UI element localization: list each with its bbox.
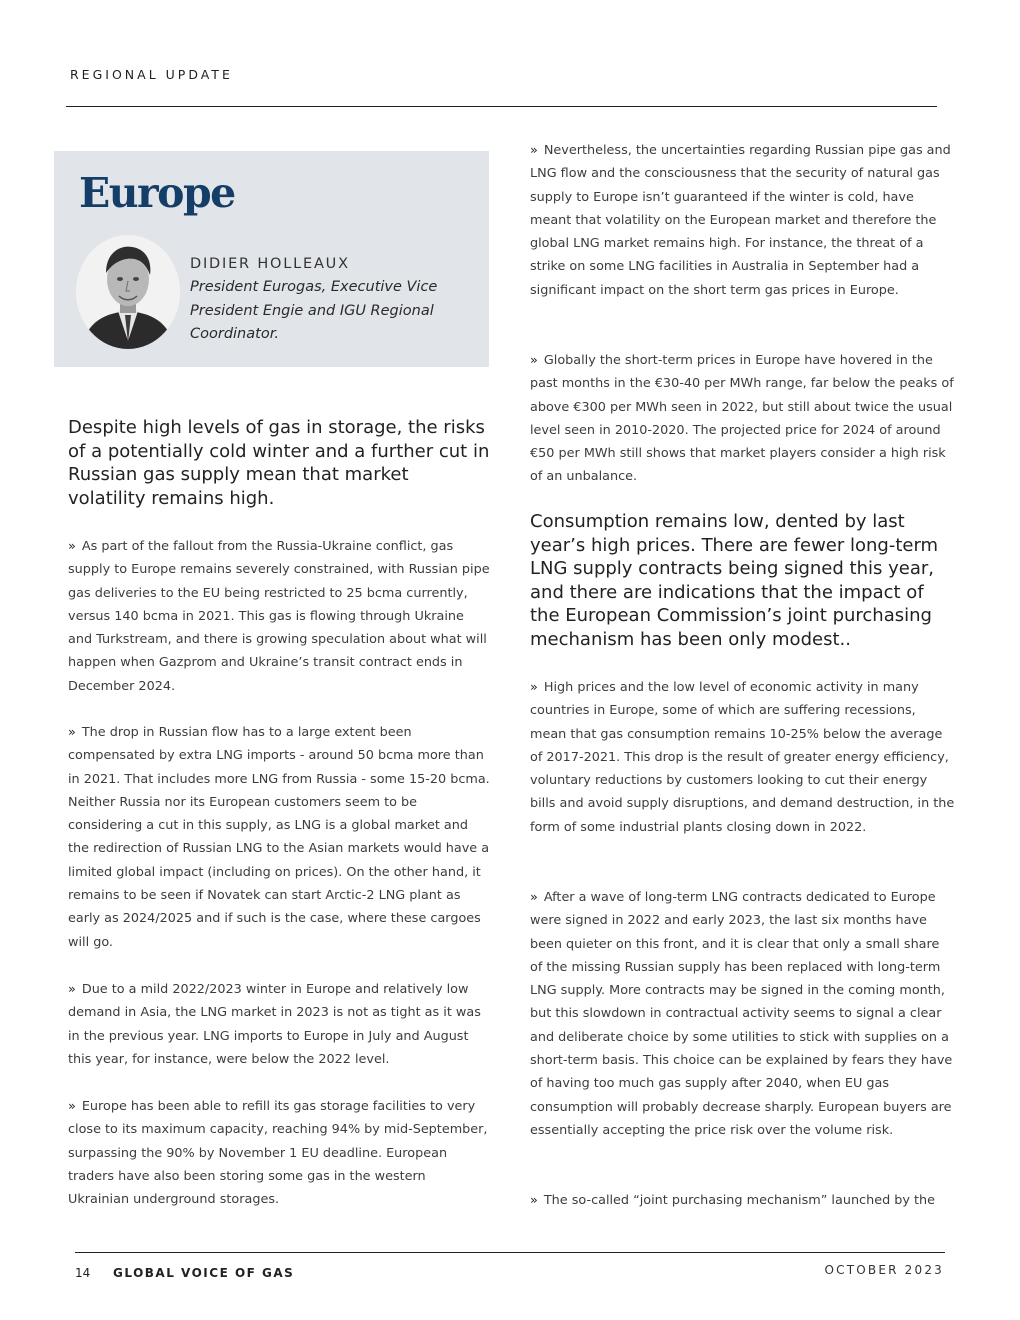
author-box: [54, 151, 489, 367]
body-paragraph: » After a wave of long-term LNG contracts dedicated to Europe were signed in 2022 and early 2023, the last six months have been quieter on this front, and it is clear that only a small share of the missing Russian supply has been replaced with long-term LNG supply. More contracts may be signed in the coming month, but this slowdown in contractual activity seems to signal a clear and deliberate choice by some utilities to stick with supplies on a short-term basis. This choice can be explained by fears they have of having too much gas supply after 2040, when EU gas consumption will probably decrease sharply. European buyers are essentially accepting the price risk over the volume risk.: [530, 890, 953, 1138]
body-paragraph: » As part of the fallout from the Russia-Ukraine conflict, gas supply to Europe remains severely constrained, with Russian pipe gas deliveries to the EU being restricted to 25 bcma currently, versus 140 bcma in 2021. This gas is flowing through Ukraine and Turkstream, and there is growing speculation about what will happen when Gazprom and Ukraine’s transit contract ends in December 2024.: [68, 539, 490, 694]
author-portrait: [76, 235, 180, 349]
paragraph-marker: »: [530, 1193, 538, 1208]
header-divider: [66, 106, 937, 107]
footer-divider: [75, 1252, 945, 1253]
paragraph-marker: »: [68, 982, 76, 997]
issue-date: OCTOBER 2023: [824, 1263, 944, 1277]
publication-name: GLOBAL VOICE OF GAS: [113, 1266, 295, 1280]
body-paragraph: » Europe has been able to refill its gas storage facilities to very close to its maximum capacity, reaching 94% by mid-September, surpassing the 90% by November 1 EU deadline. European traders have also been storing some gas in the western Ukrainian underground storages.: [68, 1099, 488, 1208]
body-paragraph: » Globally the short-term prices in Europe have hovered in the past months in the €30-40 per MWh range, far below the peaks of above €300 per MWh seen in 2022, but still about twice the usual level seen in 2010-2020. The projected price for 2024 of around €50 per MWh still shows that market players consider a high risk of an unbalance.: [530, 353, 954, 485]
paragraph-marker: »: [530, 353, 538, 368]
paragraph-marker: »: [68, 1099, 76, 1114]
paragraph-marker: »: [68, 539, 76, 554]
lead-consumption: Consumption remains low, dented by last year’s high prices. There are fewer long-term LNG supply contracts being signed this year, and there are indications that the impact of the European Commission’s joint purchasing mechanism has been only modest..: [530, 511, 939, 650]
lead-intro: Despite high levels of gas in storage, the risks of a potentially cold winter and a further cut in Russian gas supply mean that market volatility remains high.: [68, 417, 490, 509]
body-paragraph: » The so-called “joint purchasing mechanism” launched by the: [530, 1193, 936, 1208]
body-paragraph: » Due to a mild 2022/2023 winter in Europe and relatively low demand in Asia, the LNG market in 2023 is not as tight as it was in the previous year. LNG imports to Europe in July and August this year, for instance, were below the 2022 level.: [68, 982, 481, 1067]
paragraph-marker: »: [530, 680, 538, 695]
body-paragraph: » Nevertheless, the uncertainties regarding Russian pipe gas and LNG flow and the consciousness that the security of natural gas supply to Europe isn’t guaranteed if the winter is cold, have meant that volatility on the European market and therefore the global LNG market remains high. For instance, the threat of a strike on some LNG facilities in Australia in September had a significant impact on the short term gas prices in Europe.: [530, 143, 951, 298]
body-paragraph: » The drop in Russian flow has to a large extent been compensated by extra LNG imports - around 50 bcma more than in 2021. That includes more LNG from Russia - some 15-20 bcma. Neither Russia nor its European customers seem to be considering a cut in this supply, as LNG is a global market and the redirection of Russian LNG to the Asian markets would have a limited global impact (including on prices). On the other hand, it remains to be seen if Novatek can start Arctic-2 LNG plant as early as 2024/2025 and if such is the case, where these cargoes will go.: [68, 725, 490, 950]
page-number: 14: [75, 1266, 91, 1280]
paragraph-marker: »: [530, 143, 538, 158]
paragraph-marker: »: [68, 725, 76, 740]
author-role: President Eurogas, Executive Vice President Engie and IGU Regional Coordinator.: [190, 279, 438, 342]
body-paragraph: » High prices and the low level of economic activity in many countries in Europe, some of which are suffering recessions, mean that gas consumption remains 10-25% below the average of 2017-2021. This drop is the result of greater energy efficiency, voluntary reductions by customers looking to cut their energy bills and avoid supply disruptions, and demand destruction, in the form of some industrial plants closing down in 2022.: [530, 680, 955, 835]
section-label: REGIONAL UPDATE: [70, 67, 233, 82]
author-name: DIDIER HOLLEAUX: [190, 256, 350, 272]
region-title: Europe: [79, 169, 235, 217]
paragraph-marker: »: [530, 890, 538, 905]
